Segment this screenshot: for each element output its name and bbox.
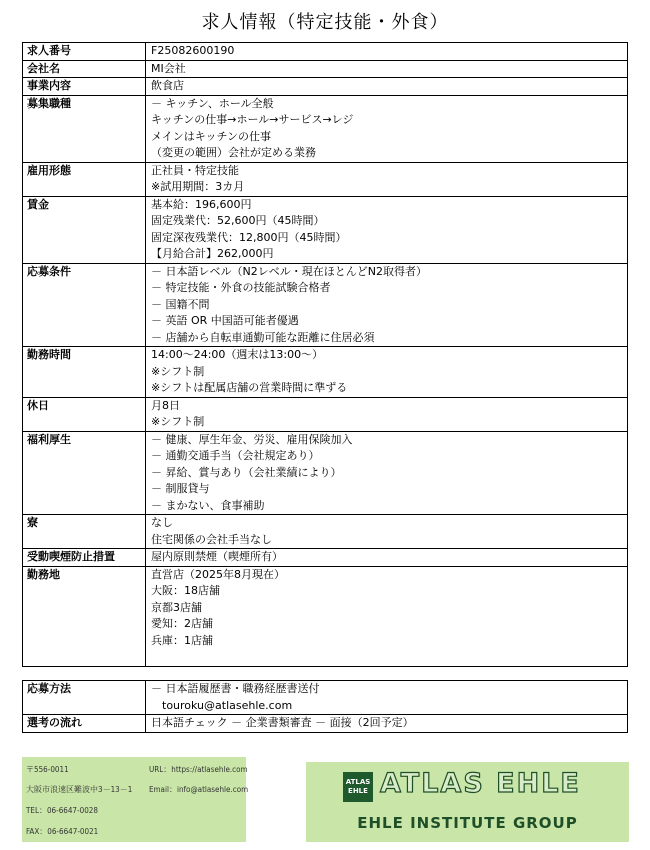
- value-line: － 制服貸与: [151, 482, 210, 495]
- value-line: 飲食店: [151, 79, 184, 92]
- field-value: [146, 549, 628, 567]
- value-line: ※シフト制: [151, 364, 205, 378]
- field-label: 会社名: [23, 60, 146, 78]
- value-line: ※シフト制: [151, 415, 205, 428]
- field-value: [146, 431, 628, 515]
- value-line: （変更の範囲）会社が定める業務: [151, 146, 316, 159]
- value-line: 14:00～24:00（週末は13:00～）: [151, 348, 324, 361]
- value-line: 日本語チェック － 企業書類審査 － 面接（2回予定）: [151, 716, 414, 729]
- info-row: [23, 566, 628, 666]
- field-value: [146, 715, 628, 733]
- company-logo: [306, 762, 629, 842]
- value-line: 大阪：18店舗: [151, 584, 220, 597]
- value-line: － まかない、食事補助: [151, 498, 265, 512]
- value-line: － 健康、厚生年金、労災、雇用保険加入: [151, 432, 353, 446]
- field-value: [146, 95, 628, 162]
- brand-name: ATLAS EHLE: [380, 768, 581, 799]
- field-label: 雇用形態: [23, 162, 146, 196]
- field-label: 選考の流れ: [23, 715, 146, 733]
- value-line: MI会社: [151, 61, 186, 75]
- value-line: 直営店（2025年8月現在）: [151, 567, 285, 581]
- field-value: [146, 263, 628, 347]
- value-line: 屋内原則禁煙（喫煙所有）: [151, 550, 283, 563]
- info-row: [23, 431, 628, 515]
- field-label: 応募条件: [23, 263, 146, 347]
- field-label: 勤務時間: [23, 347, 146, 398]
- info-row: [23, 549, 628, 567]
- value-line: メインはキッチンの仕事: [151, 129, 272, 143]
- field-value: [146, 347, 628, 398]
- page-title: 求人情報（特定技能・外食）: [201, 12, 449, 33]
- value-line: 京都3店舗: [151, 600, 202, 614]
- postal-code: 〒556-0011: [26, 765, 69, 774]
- field-value: [146, 78, 628, 96]
- info-row: [23, 43, 628, 61]
- logo-mark-icon: ATLAS EHLE: [343, 772, 373, 802]
- value-line: 正社員・特定技能: [151, 163, 239, 177]
- value-line: － キッチン、ホール全般: [151, 96, 274, 110]
- address: 大阪市浪速区難波中3－13－1: [26, 785, 133, 794]
- field-label: 応募方法: [23, 681, 146, 715]
- value-line: 兵庫：1店舗: [151, 633, 213, 647]
- value-line: 固定残業代：52,600円（45時間）: [151, 214, 325, 227]
- fax: FAX：06-6647-0021: [26, 827, 99, 836]
- value-line: 【月給合計】262,000円: [151, 247, 274, 260]
- value-line: － 特定技能・外食の技能試験合格者: [151, 281, 331, 294]
- value-line: 基本給：196,600円: [151, 197, 252, 211]
- info-row: [23, 95, 628, 162]
- application-table: [22, 680, 628, 733]
- apply-row: [23, 681, 628, 715]
- value-line: ※試用期間：3カ月: [151, 180, 245, 193]
- value-line: － 通勤交通手当（会社規定あり）: [151, 449, 320, 462]
- info-row: [23, 78, 628, 96]
- field-label: 受動喫煙防止措置: [23, 549, 146, 567]
- contact-box: [22, 757, 249, 842]
- job-info-table: [22, 42, 628, 667]
- value-line: 固定深夜残業代：12,800円（45時間）: [151, 230, 347, 244]
- field-value: [146, 196, 628, 263]
- info-row: [23, 515, 628, 549]
- info-row: [23, 196, 628, 263]
- field-label: 募集職種: [23, 95, 146, 162]
- tel: TEL：06-6647-0028: [26, 806, 98, 815]
- field-value: [146, 397, 628, 431]
- field-label: 事業内容: [23, 78, 146, 96]
- value-line: 住宅関係の会社手当なし: [151, 532, 272, 546]
- info-row: [23, 60, 628, 78]
- field-label: 休日: [23, 397, 146, 431]
- value-line: － 昇給、賞与あり（会社業績により）: [151, 465, 342, 479]
- value-line: － 国籍不問: [151, 297, 210, 311]
- field-value: [146, 681, 628, 715]
- value-line: 月8日: [151, 398, 180, 412]
- field-value: [146, 515, 628, 549]
- value-line: touroku@atlasehle.com: [151, 698, 293, 712]
- field-label: 福利厚生: [23, 431, 146, 515]
- value-line: キッチンの仕事→ホール→サービス→レジ: [151, 113, 354, 126]
- value-line: F25082600190: [151, 44, 235, 57]
- value-line: － 英語 OR 中国語可能者優遇: [151, 314, 299, 327]
- info-row: [23, 263, 628, 347]
- field-value: [146, 162, 628, 196]
- field-label: 求人番号: [23, 43, 146, 61]
- field-label: 寮: [23, 515, 146, 549]
- apply-row: [23, 715, 628, 733]
- field-value: [146, 60, 628, 78]
- value-line: － 日本語レベル（N2レベル・現在ほとんどN2取得者）: [151, 264, 427, 278]
- value-line: － 店舗から自転車通勤可能な距離に住居必須: [151, 330, 375, 344]
- value-line: 愛知：2店舗: [151, 617, 213, 630]
- info-row: [23, 347, 628, 398]
- info-row: [23, 397, 628, 431]
- value-line: － 日本語履歴書・職務経歴書送付: [151, 682, 320, 695]
- field-label: 賃金: [23, 196, 146, 263]
- website-url[interactable]: URL：https://atlasehle.com: [149, 765, 248, 774]
- value-line: ※シフトは配属店舗の営業時間に準ずる: [151, 381, 348, 394]
- field-value: [146, 566, 628, 666]
- group-name: EHLE INSTITUTE GROUP: [357, 814, 578, 832]
- value-line: なし: [151, 516, 173, 529]
- field-label: 勤務地: [23, 566, 146, 666]
- info-row: [23, 162, 628, 196]
- email[interactable]: Email：info@atlasehle.com: [149, 785, 249, 794]
- field-value: [146, 43, 628, 61]
